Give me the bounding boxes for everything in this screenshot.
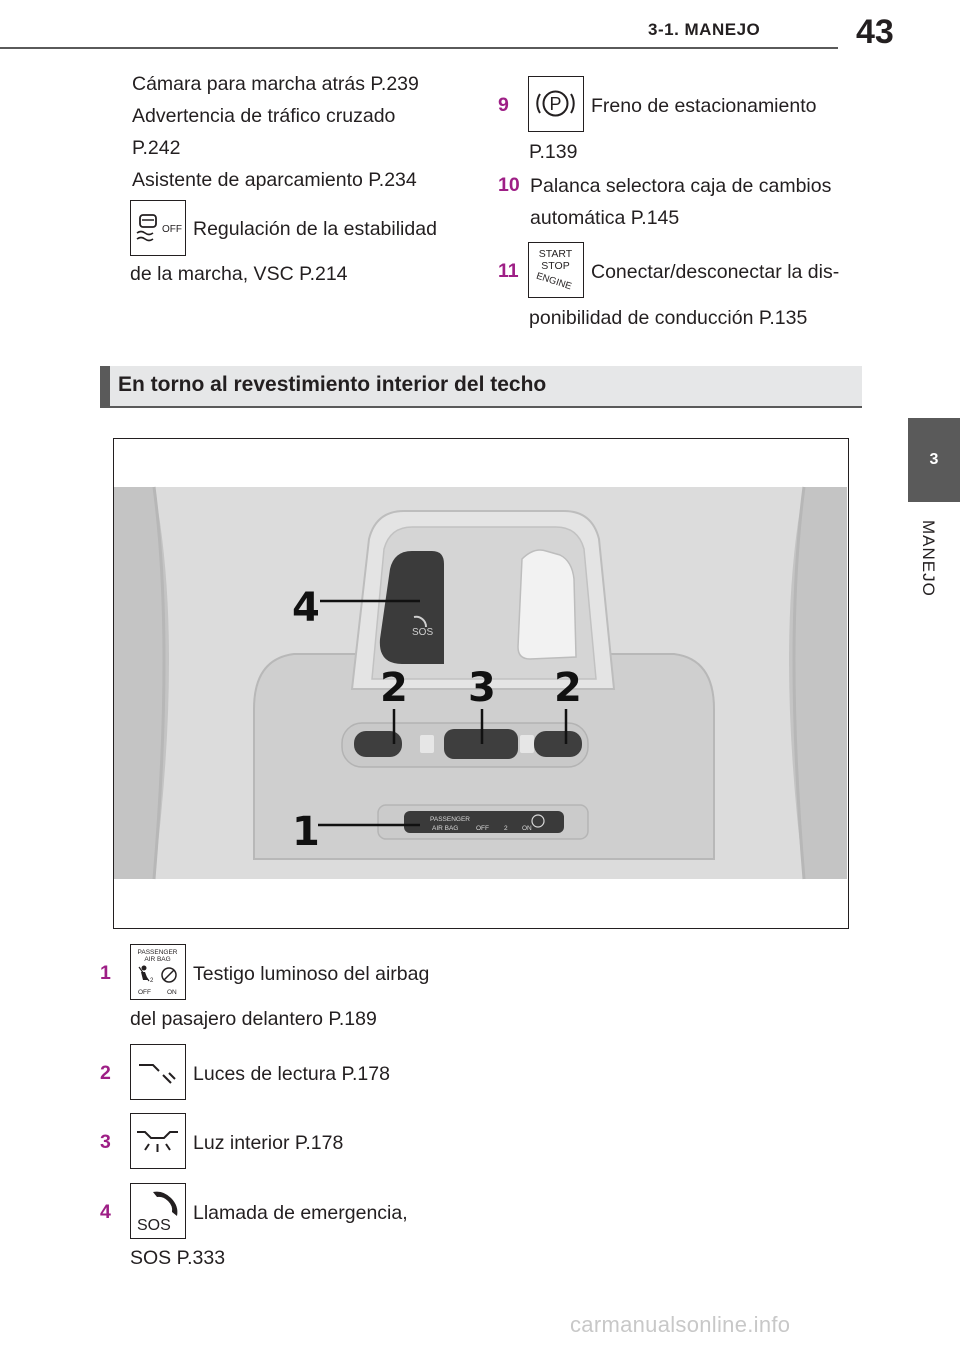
sos-call-icon [130, 1183, 186, 1239]
text-line: Advertencia de tráfico cruzado [132, 105, 396, 127]
svg-text:START: START [538, 248, 573, 260]
svg-text:2: 2 [504, 825, 508, 832]
item-number: 3 [100, 1131, 111, 1153]
svg-text:OFF: OFF [476, 825, 489, 832]
item-number: 4 [100, 1201, 111, 1223]
chapter-tab-label: MANEJO [919, 520, 938, 597]
callout-2-right: 2 [554, 665, 582, 711]
text-line: Regulación de la estabilidad [193, 218, 437, 240]
text-line: Llamada de emergencia, [193, 1202, 408, 1224]
svg-text:ON: ON [522, 825, 532, 832]
overhead-console-figure [113, 438, 849, 929]
page-number: 43 [856, 13, 894, 51]
vsc-off-icon [130, 200, 186, 256]
svg-text:PASSENGER: PASSENGER [137, 949, 178, 956]
text-line: Luces de lectura P.178 [193, 1063, 390, 1085]
svg-text:P: P [549, 94, 562, 114]
callout-3: 3 [468, 665, 496, 711]
chapter-tab: 3 [908, 418, 960, 502]
reading-light-icon [130, 1044, 186, 1100]
svg-text:STOP: STOP [541, 260, 570, 272]
text-line: Asistente de aparcamiento P.234 [132, 169, 417, 191]
item-number: 10 [498, 174, 520, 196]
section-heading: En torno al revestimiento interior del techo [118, 373, 547, 396]
parking-brake-icon [528, 76, 584, 132]
interior-light-icon [130, 1113, 186, 1169]
item-number: 9 [498, 94, 509, 116]
callout-4: 4 [292, 585, 320, 631]
watermark: carmanualsonline.info [570, 1312, 791, 1337]
svg-text:ON: ON [167, 989, 177, 996]
running-header: 3-1. MANEJO [648, 20, 761, 39]
item-number: 1 [100, 962, 111, 984]
svg-text:AIR BAG: AIR BAG [144, 956, 171, 963]
svg-text:2: 2 [150, 978, 154, 984]
text-line: del pasajero delantero P.189 [130, 1008, 377, 1030]
text-line: P.242 [132, 137, 181, 159]
start-stop-engine-icon [528, 242, 584, 298]
text-line: Palanca selectora caja de cambios [530, 175, 832, 197]
callout-1: 1 [292, 809, 320, 855]
svg-text:SOS: SOS [412, 627, 434, 638]
item-number: 2 [100, 1062, 111, 1084]
callout-2-left: 2 [380, 665, 408, 711]
svg-text:AIR BAG: AIR BAG [432, 825, 459, 832]
svg-text:OFF: OFF [162, 224, 182, 235]
svg-text:SOS: SOS [137, 1217, 171, 1234]
svg-text:PASSENGER: PASSENGER [430, 816, 470, 823]
svg-text:OFF: OFF [138, 989, 151, 996]
text-line: Cámara para marcha atrás P.239 [132, 73, 419, 95]
text-line: Luz interior P.178 [193, 1132, 344, 1154]
passenger-airbag-icon [130, 944, 186, 1000]
text-line: P.139 [529, 141, 578, 163]
text-line: SOS P.333 [130, 1247, 226, 1269]
text-line: Conectar/desconectar la dis- [591, 261, 840, 283]
section-heading-bar [100, 366, 862, 408]
text-line: Freno de estacionamiento [591, 95, 817, 117]
text-line: Testigo luminoso del airbag [193, 963, 430, 985]
header-rule [0, 44, 908, 52]
text-line: de la marcha, VSC P.214 [130, 263, 348, 285]
svg-text:ENGINE: ENGINE [534, 270, 573, 293]
text-line: ponibilidad de conducción P.135 [529, 307, 808, 329]
text-line: automática P.145 [530, 207, 680, 229]
item-number: 11 [498, 260, 519, 282]
